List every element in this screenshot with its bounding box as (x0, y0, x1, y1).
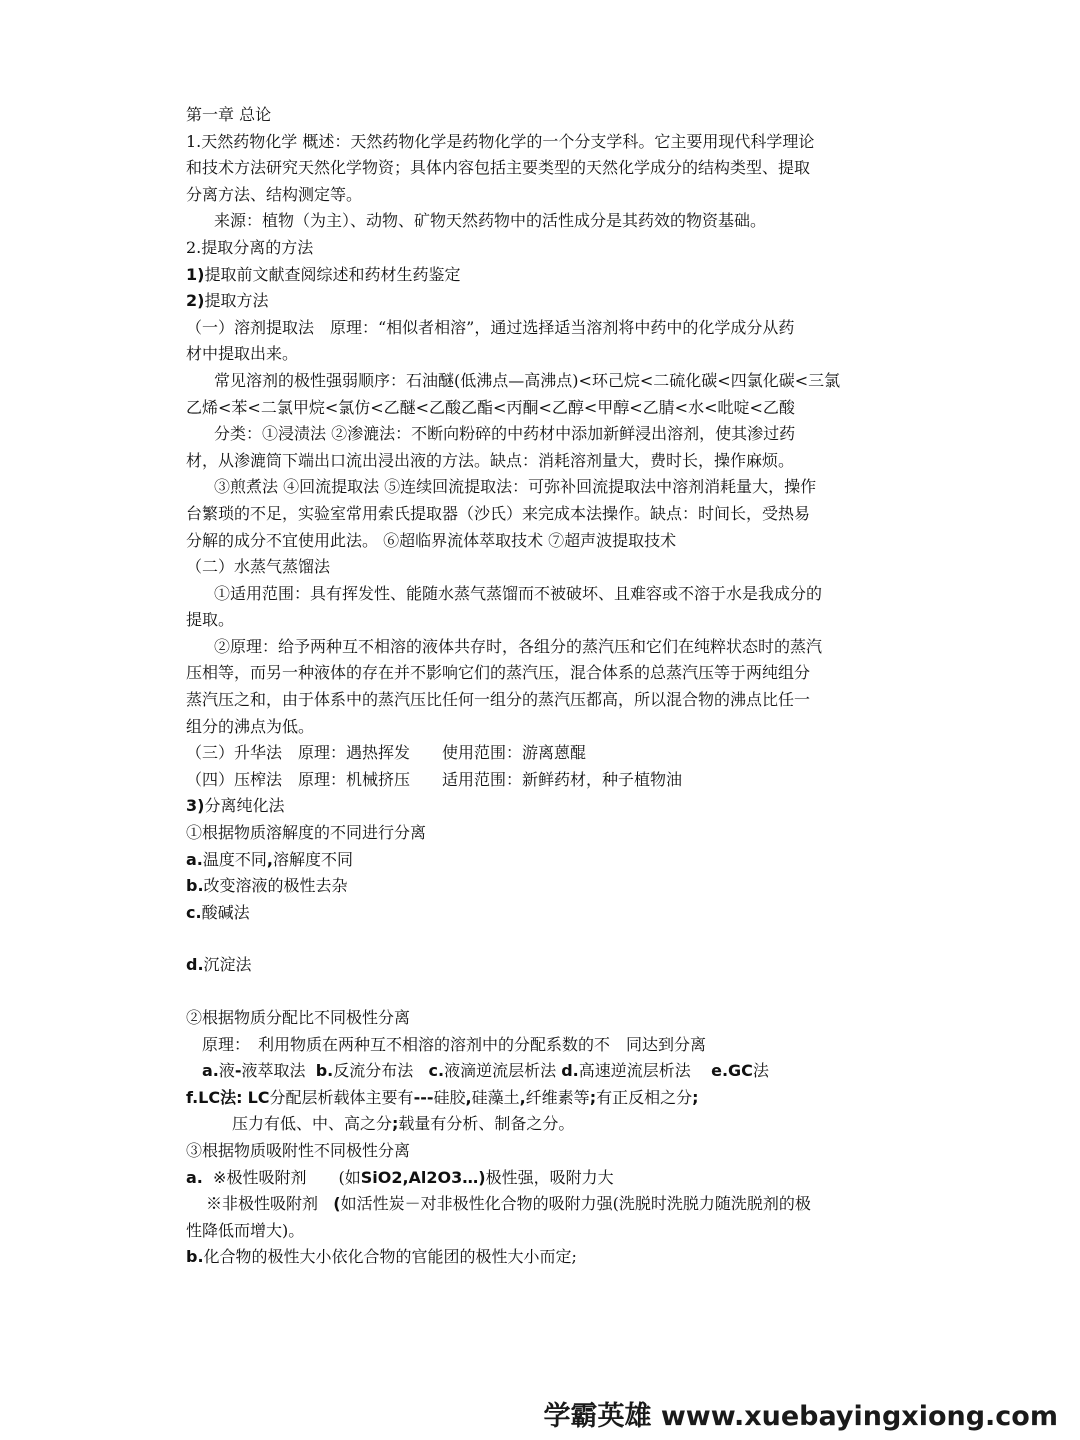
paragraph-line: 来源：植物（为主）、动物、矿物天然药物中的活性成分是其药效的物资基础。 (214, 211, 767, 231)
paragraph-line: 蒸汽压之和，由于体系中的蒸汽压比任何一组分的蒸汽压都高，所以混合物的沸点比任一 (186, 690, 811, 710)
paragraph-line: ③煎煮法 ④回流提取法 ⑤连续回流提取法：可弥补回流提取法中溶剂消耗量大，操作 (214, 477, 817, 497)
paragraph-line: 乙烯<苯<二氯甲烷<氯仿<乙醚<乙酸乙酯<丙酮<乙醇<甲醇<乙腈<水<吡啶<乙酸 (186, 397, 795, 417)
paragraph-line: 台繁琐的不足，实验室常用索氏提取器（沙氏）来完成本法操作。缺点：时间长，受热易 (186, 503, 811, 523)
paragraph-line: ②根据物质分配比不同极性分离 (186, 1008, 411, 1027)
paragraph-line: 材，从渗漉筒下端出口流出浸出液的方法。缺点：消耗溶剂量大，费时长，操作麻烦。 (186, 450, 795, 470)
paragraph-line: ③根据物质吸附性不同极性分离 (186, 1140, 411, 1160)
subsection-heading: 3)分离纯化法 (186, 796, 285, 816)
subsection-heading: 2)提取方法 (186, 291, 269, 311)
paragraph-line: 分类：①浸渍法 ②渗漉法：不断向粉碎的中药材中添加新鲜浸出溶剂，使其渗过药 (214, 424, 796, 444)
paragraph-line: 和技术方法研究天然化学物资；具体内容包括主要类型的天然化学成分的结构类型、提取 (186, 158, 811, 178)
paragraph-line: （四）压榨法 原理：机械挤压 适用范围：新鲜药材，种子植物油 (186, 769, 683, 789)
spacer (186, 979, 898, 1005)
section-heading: 2.提取分离的方法 (186, 237, 314, 257)
paragraph-line: ②原理：给予两种互不相溶的液体共存时，各组分的蒸汽压和它们在纯粹状态时的蒸汽 (214, 636, 823, 656)
list-item: f.LC法: LC分配层析载体主要有---硅胶,硅藻土,纤维素等;有正反相之分; (186, 1087, 699, 1107)
list-item: c.酸碱法 (186, 902, 250, 922)
paragraph-line: （三）升华法 原理：遇热挥发 使用范围：游离蒽醌 (186, 743, 587, 763)
paragraph-line: （二）水蒸气蒸馏法 (186, 557, 331, 577)
paragraph-line: 性降低而增大)。 (186, 1220, 305, 1240)
paragraph-line: （一）溶剂提取法 原理：“相似者相溶”，通过选择适当溶剂将中药中的化学成分从药 (186, 317, 795, 337)
list-item: b.化合物的极性大小依化合物的官能团的极性大小而定; (186, 1247, 577, 1267)
list-item: a.温度不同,溶解度不同 (186, 849, 353, 869)
paragraph-line: 材中提取出来。 (186, 344, 299, 364)
paragraph-line: 组分的沸点为低。 (186, 716, 315, 736)
paragraph-line: 1.天然药物化学 概述：天然药物化学是药物化学的一个分支学科。它主要用现代科学理论 (186, 131, 815, 151)
paragraph-line: ①根据物质溶解度的不同进行分离 (186, 823, 427, 843)
paragraph-line: 压相等，而另一种液体的存在并不影响它们的蒸汽压，混合体系的总蒸汽压等于两纯组分 (186, 663, 811, 683)
list-item: b.改变溶液的极性去杂 (186, 876, 348, 896)
subsection-heading: 1)提取前文献查阅综述和药材生药鉴定 (186, 264, 461, 284)
paragraph-line: 提取。 (186, 610, 235, 630)
paragraph-line: ※非极性吸附剂 (如活性炭－对非极性化合物的吸附力强(洗脱时洗脱力随洗脱剂的极 (206, 1194, 811, 1214)
list-item: a. ※极性吸附剂 (如SiO2,Al2O3…)极性强，吸附力大 (186, 1167, 614, 1187)
chapter-title: 第一章 总论 (186, 105, 272, 124)
paragraph-line: 原理： 利用物质在两种互不相溶的溶剂中的分配系数的不 同达到分离 (202, 1034, 707, 1054)
paragraph-line: ①适用范围：具有挥发性、能随水蒸气蒸馏而不被破坏、且难容或不溶于水是我成分的 (214, 583, 823, 603)
paragraph-line: 压力有低、中、高之分;载量有分析、制备之分。 (232, 1114, 575, 1134)
paragraph-line: 常见溶剂的极性强弱顺序：石油醚(低沸点—高沸点)<环己烷<二硫化碳<四氯化碳<三氯 (214, 370, 841, 390)
list-item: a.液-液萃取法 b.反流分布法 c.液滴逆流层析法 d.高速逆流层析法 e.GC法 (202, 1061, 769, 1081)
watermark: 学霸英雄 www.xuebayingxiong.com (543, 1401, 1058, 1432)
spacer (186, 926, 898, 952)
document-page (186, 102, 898, 1271)
paragraph-line: 分离方法、结构测定等。 (186, 184, 363, 204)
list-item: d.沉淀法 (186, 955, 252, 975)
paragraph-line: 分解的成分不宜使用此法。 ⑥超临界流体萃取技术 ⑦超声波提取技术 (186, 530, 677, 550)
